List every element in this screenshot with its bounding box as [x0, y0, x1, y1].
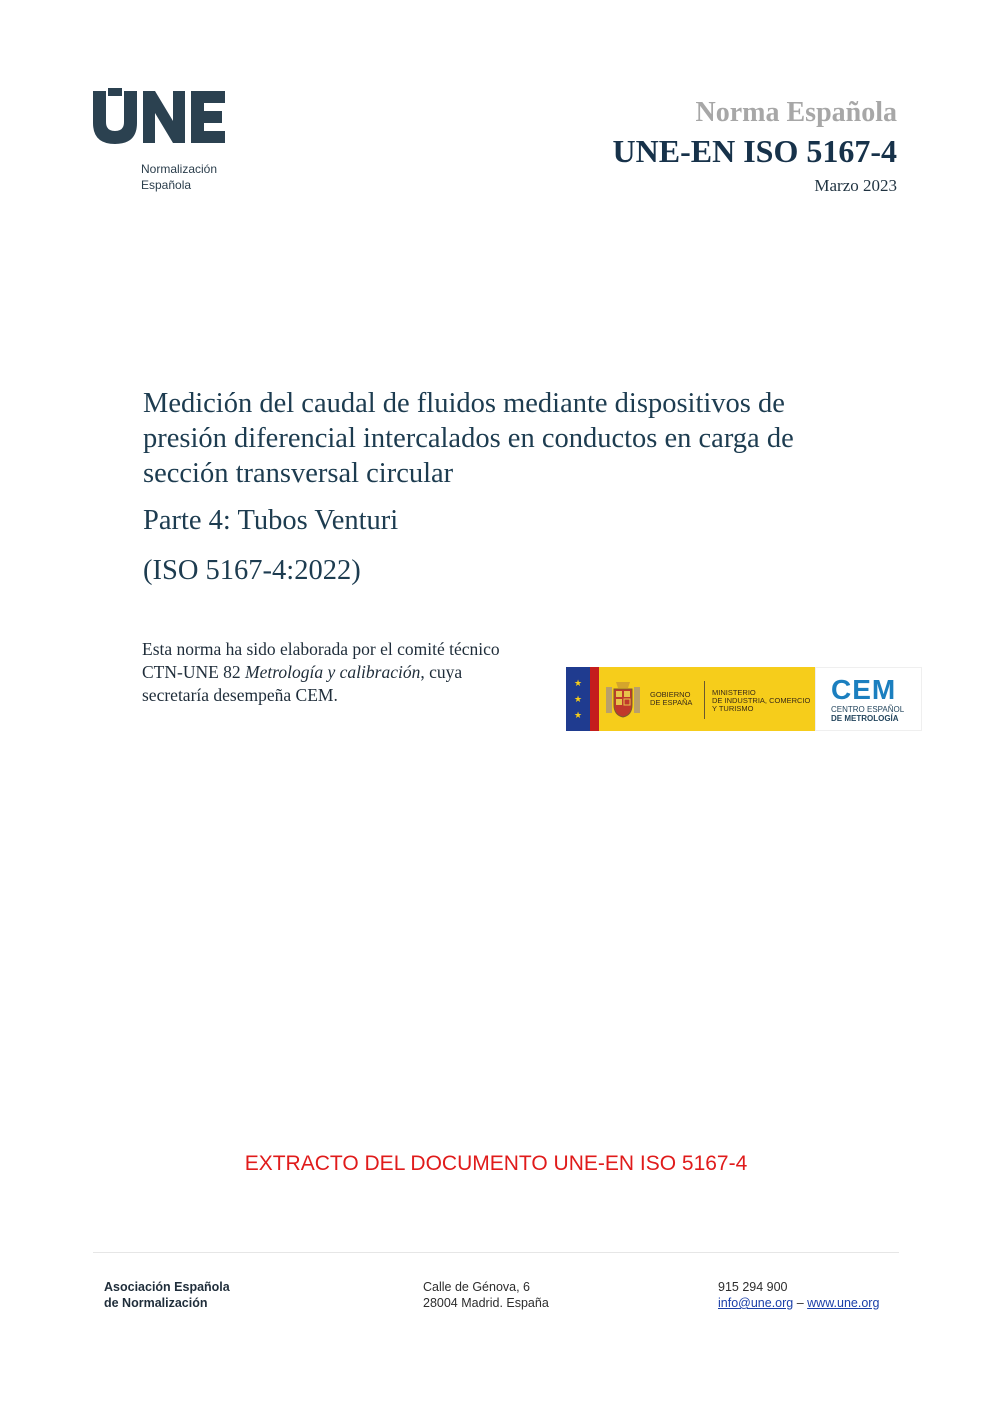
email-link[interactable]: info@une.org: [718, 1296, 794, 1310]
eu-flag-strip: [566, 667, 590, 731]
une-logo-mark: [93, 88, 233, 148]
cem-logo-mark: CEM: [831, 674, 897, 705]
publication-date: Marzo 2023: [814, 176, 897, 195]
sponsor-divider: [704, 681, 705, 719]
title-line-1: Medición del caudal de fluidos mediante dispositivos de: [143, 388, 785, 419]
title-main: [143, 386, 923, 491]
eu-stars-icon: [566, 667, 590, 731]
footer-divider: [93, 1252, 899, 1253]
title-iso-reference: (ISO 5167-4:2022): [143, 555, 361, 586]
committee-text-a: Esta norma ha sido elaborada por el comité técnico CTN-UNE 82: [142, 639, 500, 682]
logo-subtitle-line2: Española: [141, 178, 192, 192]
government-logo: [566, 667, 815, 731]
logo-subtitle: [141, 161, 217, 193]
title-part: Parte 4: Tubos Venturi: [143, 505, 399, 536]
footer-links: [718, 1295, 879, 1311]
footer-contact: [718, 1279, 879, 1311]
footer-org-line1: Asociación Española: [104, 1280, 230, 1294]
logo-subtitle-line1: Normalización: [141, 162, 218, 176]
une-logo: [93, 88, 243, 198]
ministry-label: MINISTERIO DE INDUSTRIA, COMERCIO Y TURISMO: [712, 688, 811, 713]
svg-text:★: ★: [573, 711, 583, 721]
website-link[interactable]: www.une.org: [807, 1296, 880, 1310]
committee-name: Metrología y calibración: [245, 662, 421, 682]
government-label: GOBIERNO DE ESPAÑA: [650, 690, 693, 707]
cem-subtitle-line1: CENTRO ESPAÑOL: [831, 705, 905, 714]
standard-kicker: Norma Española: [695, 97, 897, 128]
committee-note: [142, 638, 522, 707]
title-line-3: sección transversal circular: [143, 458, 454, 489]
footer-address-line2: 28004 Madrid. España: [423, 1296, 549, 1310]
document-title: [143, 386, 923, 588]
footer-organization: [104, 1279, 230, 1311]
document-header: [613, 96, 897, 196]
svg-text:★: ★: [573, 679, 583, 689]
cem-subtitle: [831, 705, 904, 723]
cem-logo: [815, 667, 922, 731]
footer-address: [423, 1279, 549, 1311]
coat-of-arms-icon: [602, 679, 644, 721]
sponsor-logos: [566, 667, 922, 731]
cem-subtitle-line2: DE METROLOGÍA: [831, 714, 899, 723]
footer-address-line1: Calle de Génova, 6: [423, 1280, 531, 1294]
extract-notice: EXTRACTO DEL DOCUMENTO UNE-EN ISO 5167-4: [244, 1152, 748, 1175]
committee-text-b: , cuya secretaría desempeña CEM.: [142, 662, 463, 705]
spain-flag-strip: [590, 667, 599, 731]
footer-phone: 915 294 900: [718, 1280, 788, 1294]
footer-org-line2: de Normalización: [104, 1296, 208, 1310]
standard-code: UNE-EN ISO 5167-4: [612, 133, 897, 169]
footer-separator: –: [793, 1296, 808, 1310]
title-line-2: presión diferencial intercalados en conductos en carga de: [143, 423, 794, 454]
svg-text:★: ★: [573, 695, 583, 705]
